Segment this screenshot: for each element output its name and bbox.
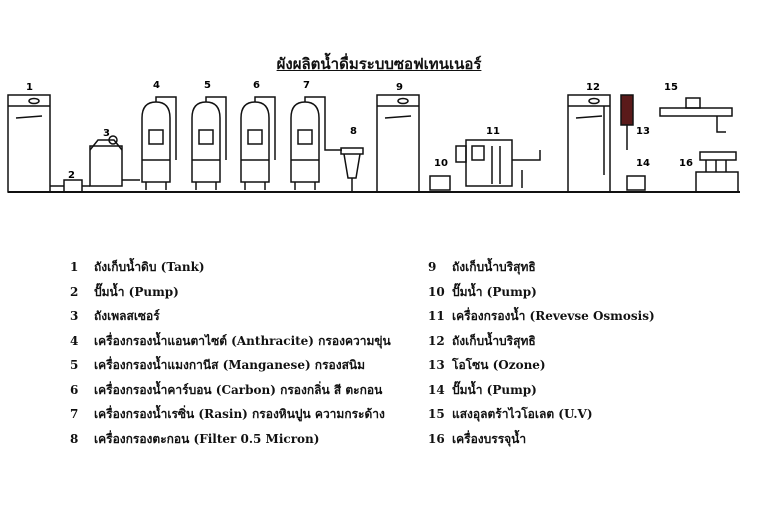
legend-item: 9 ถังเก็บน้ำบริสุทธิ <box>428 260 536 274</box>
pump-2 <box>430 176 450 190</box>
ro-machine <box>456 140 540 188</box>
legend-item: 2 ปั๊มน้ำ (Pump) <box>70 284 179 299</box>
pump-1 <box>50 180 82 192</box>
legend-item: 3 ถังเพลสเซอร์ <box>70 309 160 323</box>
legend-item: 10 ปั๊มน้ำ (Pump) <box>428 284 537 299</box>
uv-lamp <box>660 98 732 132</box>
legend-item: 4 เครื่องกรองน้ำแอนตาไซต์ (Anthracite) กรองความขุ่น <box>70 333 391 348</box>
label-10: 10 <box>434 158 448 169</box>
filter-tank-anthracite <box>142 97 176 190</box>
pump-3 <box>627 176 645 190</box>
legend-item: 6 เครื่องกรองน้ำคาร์บอน (Carbon) กรองกลิ่น สี ตะกอน <box>70 382 383 397</box>
label-16: 16 <box>679 158 693 169</box>
purified-water-tank-1 <box>377 95 419 192</box>
legend-item: 16 เครื่องบรรจุน้ำ <box>428 431 527 446</box>
label-12: 12 <box>586 82 600 93</box>
ozone-generator <box>621 95 633 150</box>
label-1: 1 <box>26 82 33 93</box>
legend-item: 1 ถังเก็บน้ำดิบ (Tank) <box>70 260 205 274</box>
label-13: 13 <box>636 126 650 137</box>
legend-item: 15 แสงอุลตร้าไวโอเลต (U.V) <box>428 407 593 421</box>
filter-tank-manganese <box>192 97 226 190</box>
filter-tank-resin <box>291 97 342 190</box>
label-5: 5 <box>204 80 211 91</box>
legend-item: 7 เครื่องกรองน้ำเรซิ่น (Rasin) กรองหินปูน ความกระด้าง <box>70 407 385 421</box>
legend-item: 14 ปั๊มน้ำ (Pump) <box>428 382 537 397</box>
label-11: 11 <box>486 126 500 137</box>
label-8: 8 <box>350 126 357 137</box>
label-14: 14 <box>636 158 650 169</box>
sediment-filter <box>341 148 363 192</box>
purified-water-tank-2 <box>568 95 610 192</box>
label-2: 2 <box>68 170 75 181</box>
filling-machine <box>696 152 738 192</box>
legend-item: 8 เครื่องกรองตะกอน (Filter 0.5 Micron) <box>70 431 320 446</box>
label-9: 9 <box>396 82 403 93</box>
legend-item: 13 โอโซน (Ozone) <box>428 358 546 372</box>
legend-left <box>70 255 391 451</box>
filter-tank-carbon <box>241 97 275 190</box>
label-3: 3 <box>103 128 110 139</box>
raw-water-tank <box>8 95 50 192</box>
legend-item: 11 เครื่องกรองน้ำ (Revevse Osmosis) <box>428 309 655 323</box>
legend-right <box>428 255 655 451</box>
process-flow-diagram <box>0 0 758 230</box>
label-15: 15 <box>664 82 678 93</box>
label-7: 7 <box>303 80 310 91</box>
pressure-tank <box>82 136 140 186</box>
legend-item: 12 ถังเก็บน้ำบริสุทธิ <box>428 333 536 348</box>
diagram-title: ผังผลิตน้ำดื่มระบบซอฟเทนเนอร์ <box>276 55 482 73</box>
label-6: 6 <box>253 80 260 91</box>
legend-item: 5 เครื่องกรองน้ำแมงกานีส (Manganese) กรองสนิม <box>70 358 366 372</box>
label-4: 4 <box>153 80 160 91</box>
